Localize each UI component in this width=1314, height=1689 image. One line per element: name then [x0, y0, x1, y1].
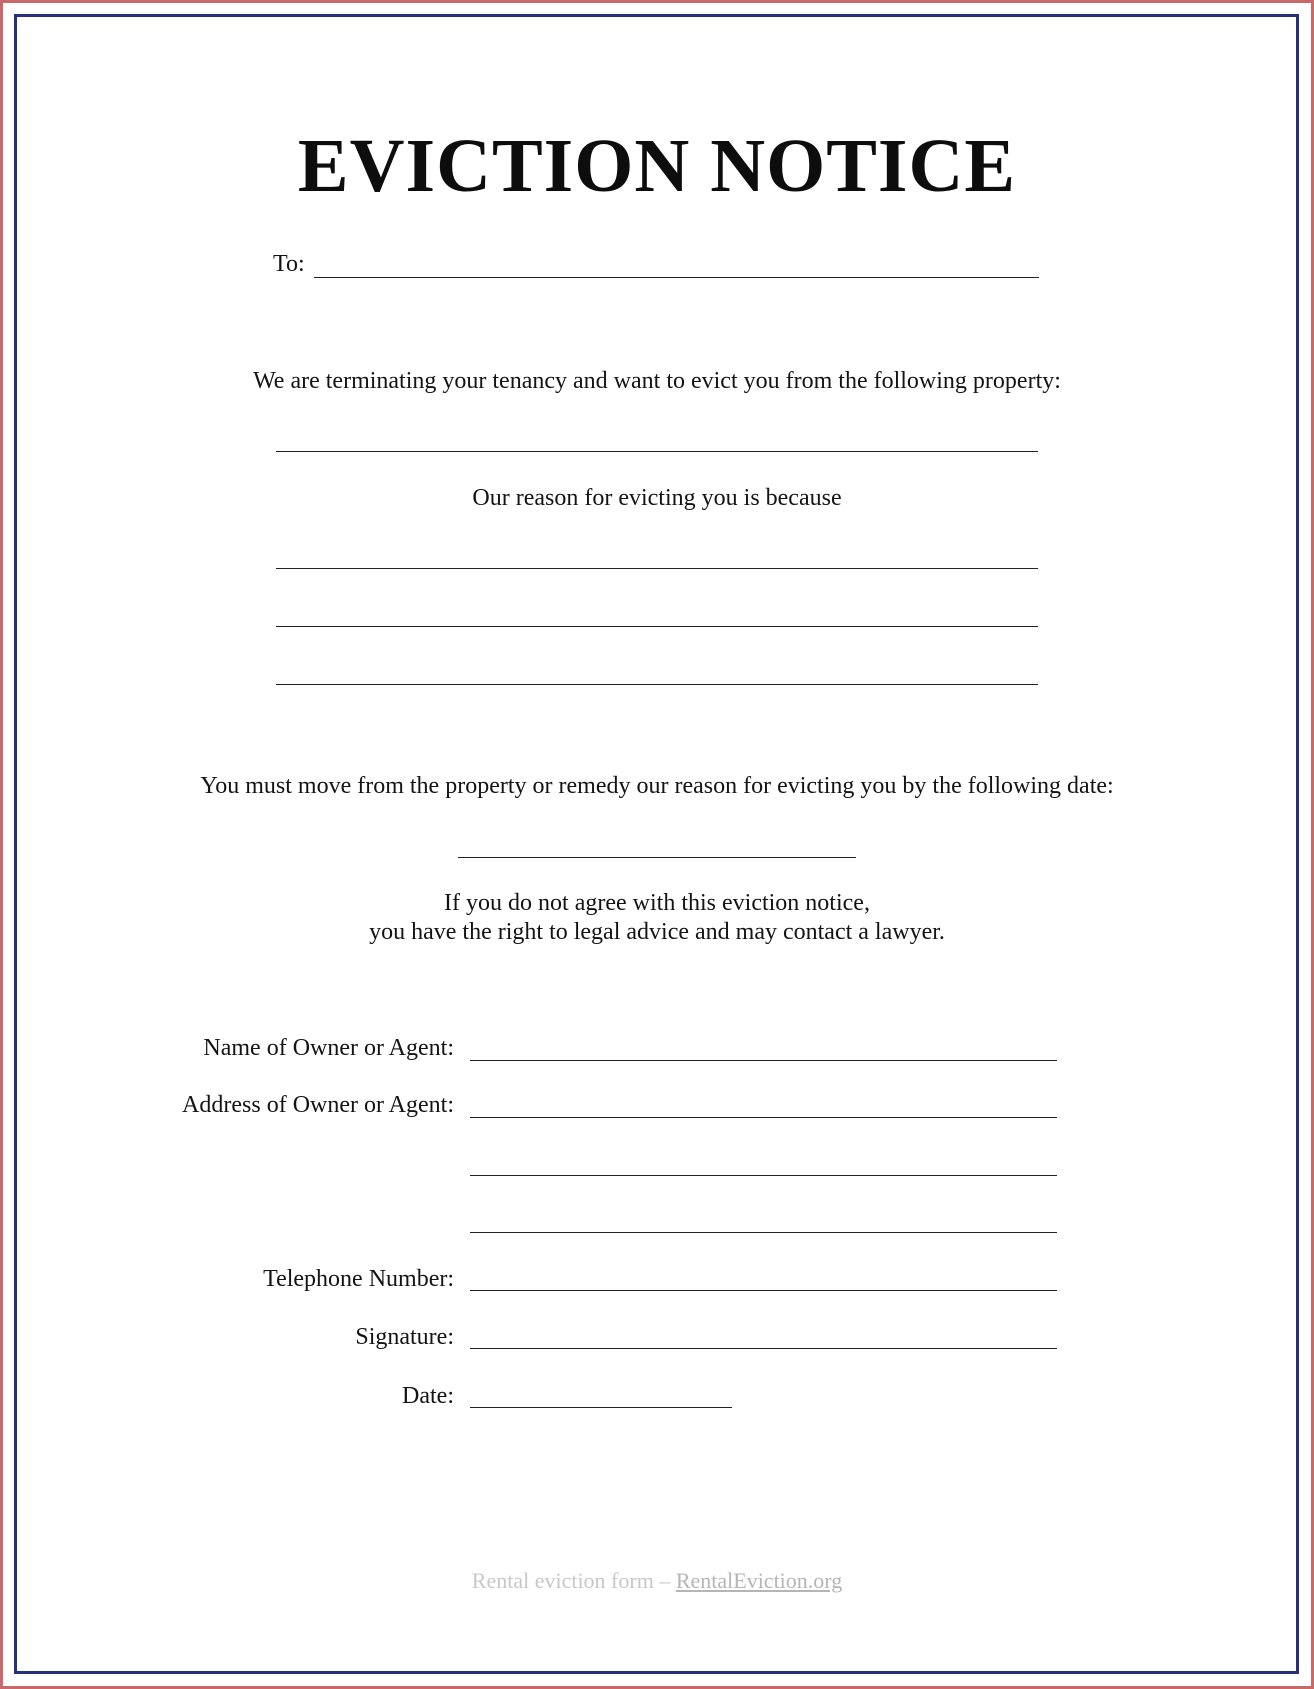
owner-address-label: Address of Owner or Agent:	[182, 1092, 454, 1118]
signature-field[interactable]	[470, 1348, 1057, 1349]
reason-field-line-1[interactable]	[276, 568, 1038, 569]
owner-address-field-line-3[interactable]	[470, 1232, 1057, 1233]
property-address-field[interactable]	[276, 451, 1038, 452]
signature-label: Signature:	[355, 1324, 454, 1350]
to-label: To:	[273, 251, 305, 277]
owner-name-label: Name of Owner or Agent:	[203, 1035, 454, 1061]
legal-advice-line-2: you have the right to legal advice and may contact a lawyer.	[369, 919, 945, 945]
to-field[interactable]	[314, 277, 1039, 278]
legal-advice-line-1: If you do not agree with this eviction notice,	[444, 890, 870, 916]
intro-text: We are terminating your tenancy and want to evict you from the following property:	[253, 368, 1061, 394]
footer	[0, 1568, 1314, 1594]
telephone-field[interactable]	[470, 1290, 1057, 1291]
move-instruction-text: You must move from the property or remedy our reason for evicting you by the following date:	[200, 773, 1114, 799]
owner-address-field-line-2[interactable]	[470, 1175, 1057, 1176]
reason-label: Our reason for evicting you is because	[472, 485, 842, 511]
reason-field-line-3[interactable]	[276, 684, 1038, 685]
date-label: Date:	[402, 1383, 454, 1409]
footer-text: Rental eviction form –	[471, 1568, 676, 1593]
move-date-field[interactable]	[458, 857, 856, 858]
owner-address-field-line-1[interactable]	[470, 1117, 1057, 1118]
footer-link[interactable]: RentalEviction.org	[675, 1568, 843, 1593]
owner-name-field[interactable]	[470, 1060, 1057, 1061]
reason-field-line-2[interactable]	[276, 626, 1038, 627]
telephone-label: Telephone Number:	[263, 1266, 454, 1292]
document-title: EVICTION NOTICE	[297, 124, 1017, 208]
date-field[interactable]	[470, 1407, 732, 1408]
